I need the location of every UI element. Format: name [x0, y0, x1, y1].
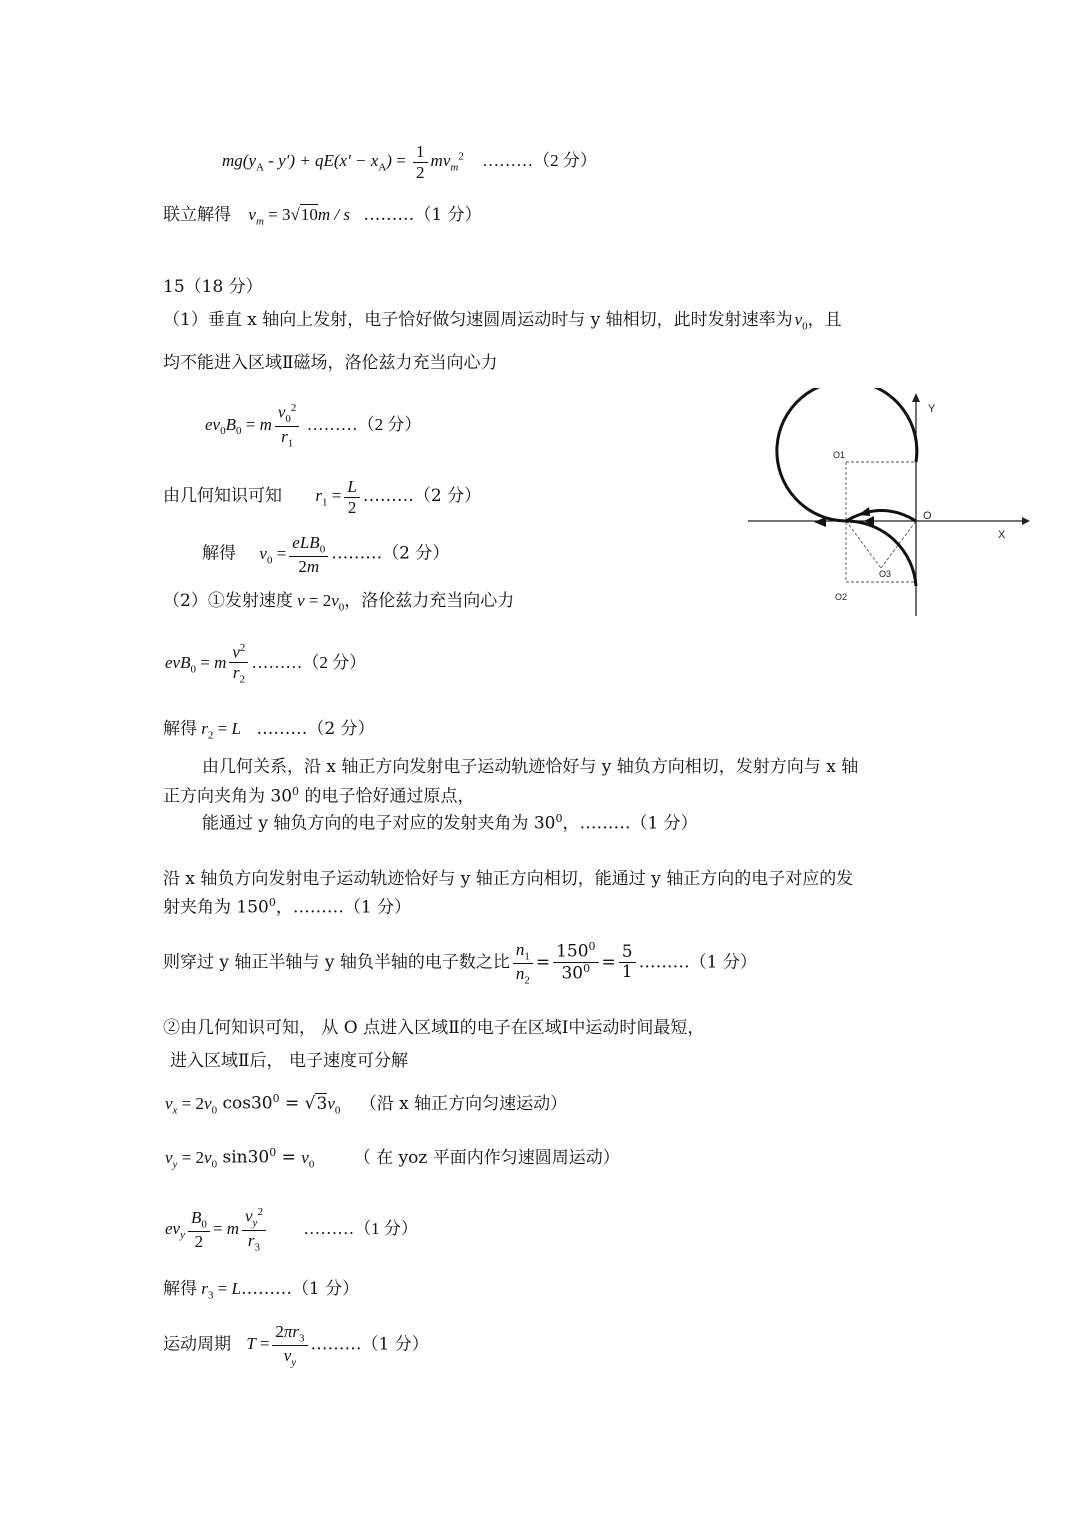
score-note: ………（1 分） — [363, 205, 482, 225]
y-axis-label: Y — [928, 403, 936, 415]
small-arc-trajectory — [846, 511, 916, 522]
score-note: ………（2 分） — [362, 485, 482, 506]
energy-equation: $mg(y_A - y') + qE(x' - x_A)$ = $\frac{1}{2}$ $mv_m^2$ ………（2 分） — [222, 142, 597, 182]
center-o2-label: O2 — [835, 592, 848, 602]
part1-line1: （1）垂直 x 轴向上发射，电子恰好做匀速圆周运动时与 y 轴相切，此时发射速率为 $v_0$，且 — [163, 310, 842, 333]
trajectory-diagram — [740, 388, 1040, 628]
direction-arrow — [814, 517, 826, 527]
score-note: ………（2 分） — [482, 150, 597, 170]
problem-title: 15（18 分） — [163, 277, 263, 297]
paragraph-1-line2: 正方向夹角为 $30^0$ 的电子恰好通过原点， — [163, 785, 475, 807]
paragraph-1-line1: 由几何关系，沿 x 轴正方向发射电子运动轨迹恰好与 y 轴负方向相切，发射方向与 x 轴 — [202, 757, 859, 777]
vy-equation: $v_y = 2v_0$ $\sin 30^0 = v_0$ （ 在 yoz 平面内作匀速圆周运动） — [165, 1146, 620, 1171]
center-o3-label: O3 — [879, 569, 892, 579]
center-o1-label: O1 — [833, 450, 846, 460]
x-axis-arrow — [1022, 517, 1030, 525]
part2b-line2: 进入区域Ⅱ后， 电子速度可分解 — [170, 1051, 408, 1071]
large-circle-trajectory — [777, 388, 917, 521]
score-note: ………（1 分） — [240, 1279, 360, 1299]
score-note: ………（2 分） — [256, 719, 375, 739]
paragraph-3-line2: 射夹角为 $150^0$，………（1 分） — [163, 896, 412, 918]
score-note: ………（1 分） — [638, 952, 757, 973]
origin-label: O — [923, 510, 932, 522]
v0-solution: 解得 $v_0$ = $\frac{eLB_0}{2m}$ ………（2 分） — [202, 533, 450, 577]
part1-line2: 均不能进入区域Ⅱ磁场，洛伦兹力充当向心力 — [163, 353, 498, 373]
lorentz-equation-2: evB$_0$ = m $\frac{v^2}{r_2}$ ………（2 分） — [165, 642, 367, 686]
r3-solution: 解得 $r_3$ = L………（1 分） — [163, 1279, 360, 1302]
score-note: ………（1 分） — [310, 1334, 429, 1355]
score-note: ………（2 分） — [251, 653, 367, 673]
lorentz-equation-1: $ev_0B_0 = m$ $\frac{v_0^2}{r_1}$ ………（2 分） — [205, 402, 422, 450]
part2b-line1: ②由几何知识可知， 从 O 点进入区域Ⅱ的电子在区域Ⅰ中运动时间最短， — [163, 1018, 705, 1038]
lorentz-equation-3: $ev_y$ $\frac{B_0}{2}$ = m $\frac{v_y^2}{r_3}$ ………（1 分） — [165, 1206, 418, 1254]
y-axis-arrow — [912, 393, 920, 402]
vm-label: 联立解得 — [163, 205, 231, 225]
score-note: ………（2 分） — [331, 543, 450, 564]
x-axis-label: X — [998, 529, 1006, 541]
direction-arrow — [858, 507, 870, 516]
vx-equation: $v_x = 2v_0$ $\cos 30^0 = √3v_0$ （沿 x 轴正方向匀速运动） — [165, 1092, 568, 1117]
part2-intro: （2）①发射速度 $v = 2v_0$，洛伦兹力充当向心力 — [163, 591, 515, 614]
paragraph-3-line1: 沿 x 轴负方向发射电子运动轨迹恰好与 y 轴正方向相切，能通过 y 轴正方向的电子对应的发 — [163, 869, 854, 889]
score-note: ………（1 分） — [303, 1218, 418, 1238]
vm-result: 联立解得 $v_m = 3√10m / s$ ………（1 分） — [163, 205, 482, 228]
score-note: ………（2 分） — [306, 414, 422, 434]
r2-solution: 解得 $r_2 = L$ ………（2 分） — [163, 719, 375, 742]
radius-equation-1: 由几何知识可知 $r_1$ = $\frac{L}{2}$ ………（2 分） — [163, 477, 482, 517]
paragraph-2: 能通过 y 轴负方向的电子对应的发射夹角为 $30^0$，………（1 分） — [202, 812, 698, 834]
period-equation: 运动周期 T = $\frac{2\pi r_3}{v_y}$ ………（1 分） — [163, 1322, 429, 1369]
electron-ratio: 则穿过 y 轴正半轴与 y 轴负半轴的电子数之比 $\frac{n_1}{n_2}$ = $\frac{150^0}{30^0}$ = $\frac{5}{1}$ ………（1 分） — [163, 940, 757, 987]
